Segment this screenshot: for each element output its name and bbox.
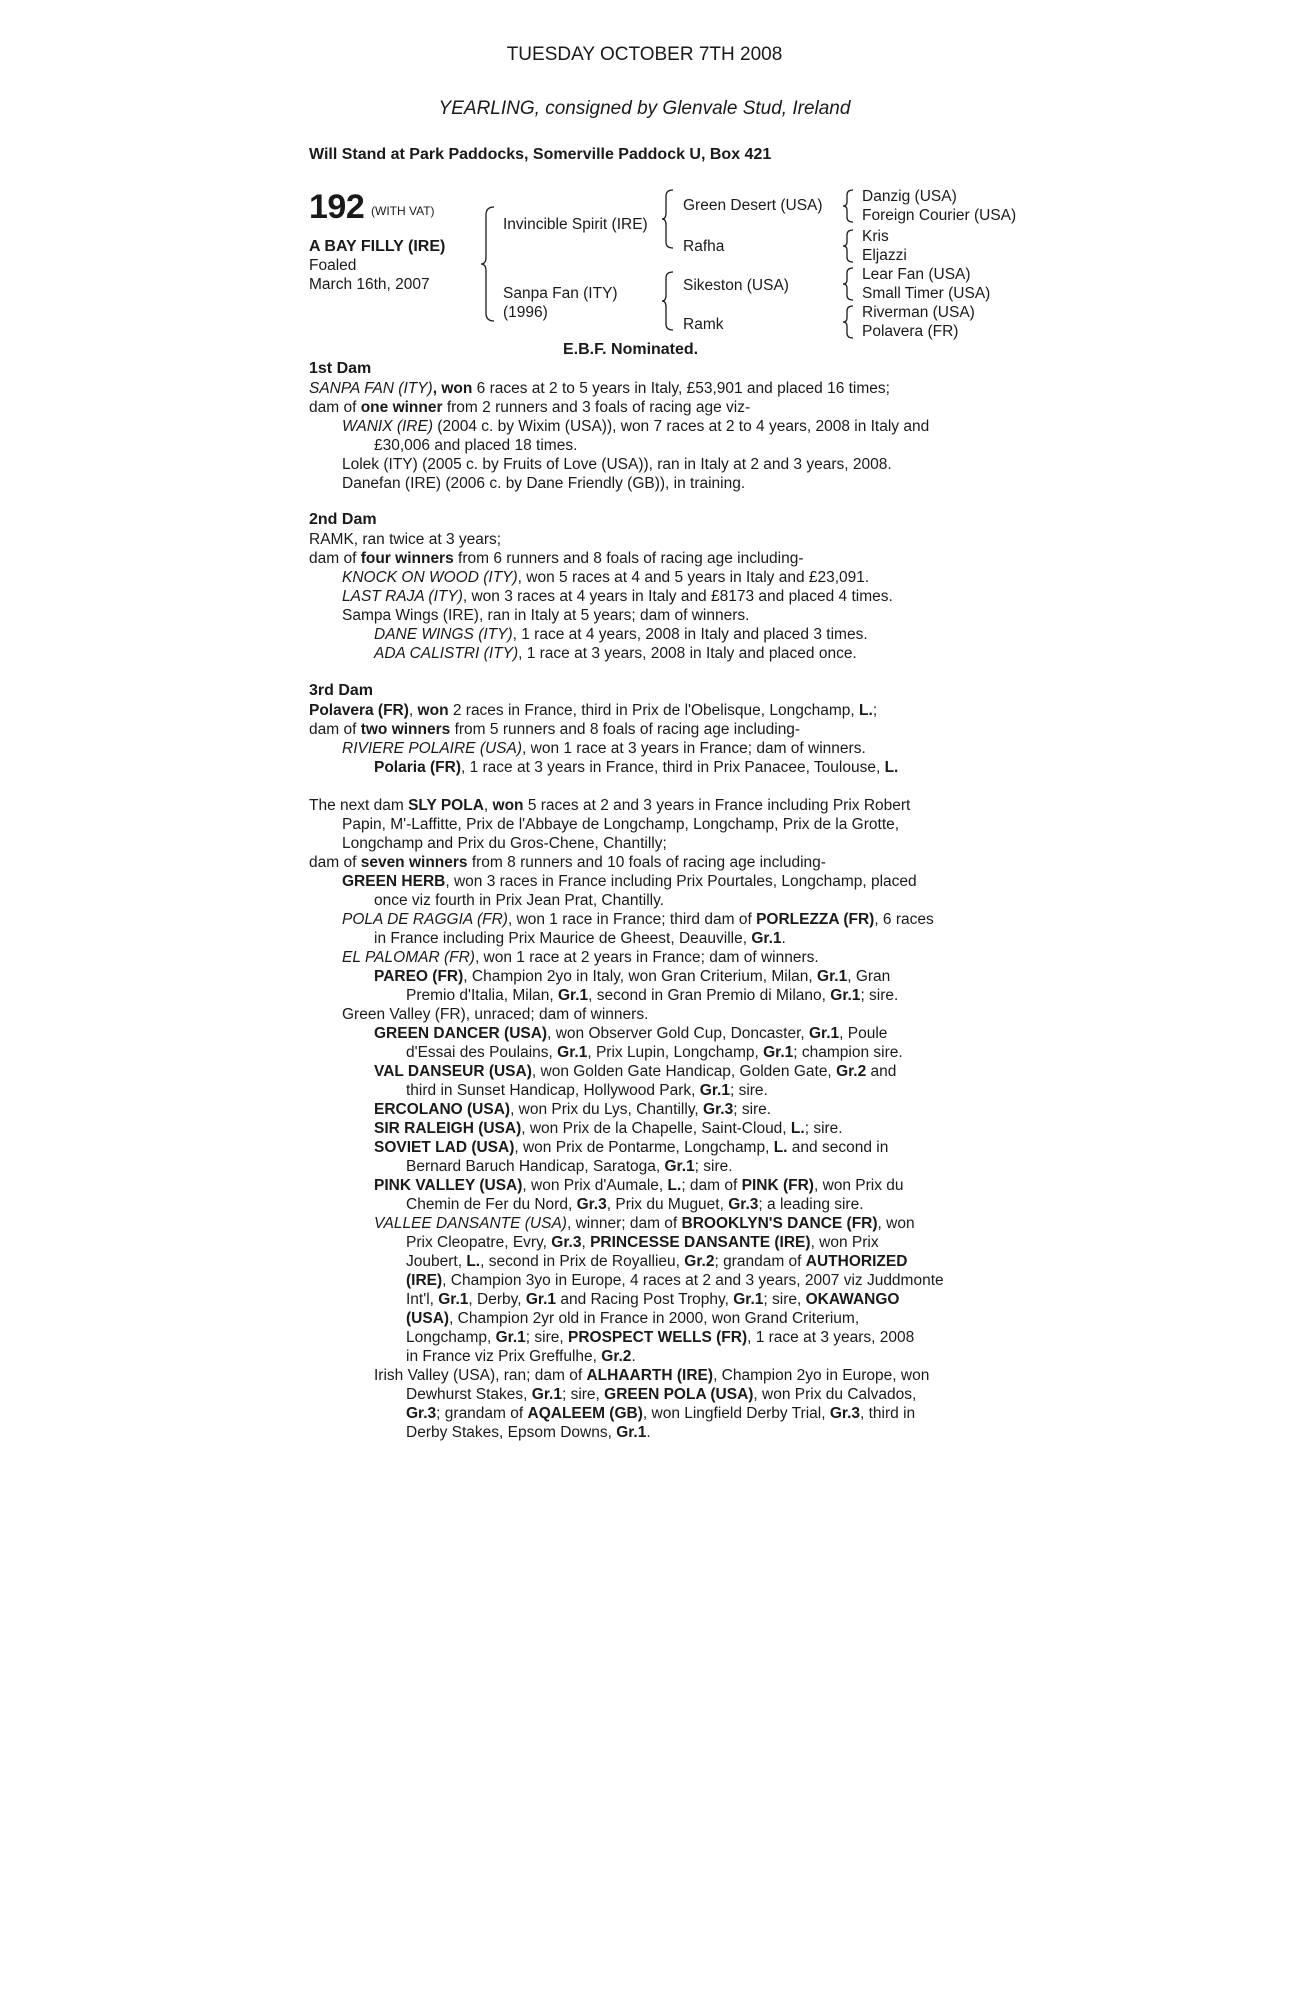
progeny-line: Premio d'Italia, Milan, Gr.1, second in Gran Premio di Milano, Gr.1; sire. <box>406 987 899 1004</box>
consignor-line: YEARLING, consigned by Glenvale Stud, Ireland <box>438 98 851 119</box>
sale-date: TUESDAY OCTOBER 7TH 2008 <box>506 44 783 65</box>
stand-location: Will Stand at Park Paddocks, Somerville Paddock U, Box 421 <box>309 146 772 163</box>
progeny-line: d'Essai des Poulains, Gr.1, Prix Lupin, Longchamp, Gr.1; champion sire. <box>406 1044 903 1061</box>
next-dam-line: dam of seven winners from 8 runners and 10 foals of racing age including- <box>309 854 826 871</box>
progeny-line: Derby Stakes, Epsom Downs, Gr.1. <box>406 1424 651 1441</box>
first-dam-line: Danefan (IRE) (2006 c. by Dane Friendly (GB)), in training. <box>342 475 746 492</box>
first-dam-line: SANPA FAN (ITY), won 6 races at 2 to 5 years in Italy, £53,901 and placed 16 times; <box>309 380 890 397</box>
progeny-line: third in Sunset Handicap, Hollywood Park, Gr.1; sire. <box>406 1082 768 1099</box>
next-dam-line: Longchamp and Prix du Gros-Chene, Chantilly; <box>342 835 667 852</box>
pedigree-bracket-gg4 <box>842 304 856 340</box>
pedigree-bracket-dam <box>661 270 677 332</box>
next-dam-line: The next dam SLY POLA, won 5 races at 2 and 3 years in France including Prix Robert <box>309 797 911 814</box>
progeny-line: Longchamp, Gr.1; sire, PROSPECT WELLS (FR), 1 race at 3 years, 2008 <box>406 1329 915 1346</box>
first-dam-line: WANIX (IRE) (2004 c. by Wixim (USA)), won 7 races at 2 to 4 years, 2008 in Italy and <box>342 418 930 435</box>
pedigree-bracket-main <box>480 205 500 323</box>
progeny-line: in France including Prix Maurice de Gheest, Deauville, Gr.1. <box>374 930 786 947</box>
progeny-line: Green Valley (FR), unraced; dam of winners. <box>342 1006 649 1023</box>
progeny-line: GREEN DANCER (USA), won Observer Gold Cup, Doncaster, Gr.1, Poule <box>374 1025 888 1042</box>
pedigree-dam-sire: Sikeston (USA) <box>683 277 789 294</box>
progeny-line: once viz fourth in Prix Jean Prat, Chantilly. <box>374 892 665 909</box>
progeny-line: (USA), Champion 2yr old in France in 2000, won Grand Criterium, <box>406 1310 860 1327</box>
pedigree-gg-5: Lear Fan (USA) <box>862 266 971 283</box>
second-dam-heading: 2nd Dam <box>309 511 377 528</box>
foaled-date: March 16th, 2007 <box>309 276 430 293</box>
progeny-line: PAREO (FR), Champion 2yo in Italy, won Gran Criterium, Milan, Gr.1, Gran <box>374 968 891 985</box>
progeny-line: GREEN HERB, won 3 races in France including Prix Pourtales, Longchamp, placed <box>342 873 917 890</box>
progeny-line: VAL DANSEUR (USA), won Golden Gate Handicap, Golden Gate, Gr.2 and <box>374 1063 897 1080</box>
pedigree-gg-1: Danzig (USA) <box>862 188 957 205</box>
progeny-line: in France viz Prix Greffulhe, Gr.2. <box>406 1348 636 1365</box>
pedigree-sire: Invincible Spirit (IRE) <box>503 216 648 233</box>
progeny-line: ERCOLANO (USA), won Prix du Lys, Chantilly, Gr.3; sire. <box>374 1101 772 1118</box>
progeny-line: Prix Cleopatre, Evry, Gr.3, PRINCESSE DANSANTE (IRE), won Prix <box>406 1234 879 1251</box>
pedigree-sire-dam: Rafha <box>683 238 725 255</box>
first-dam-line: dam of one winner from 2 runners and 3 foals of racing age viz- <box>309 399 751 416</box>
progeny-line: (IRE), Champion 3yo in Europe, 4 races at 2 and 3 years, 2007 viz Juddmonte <box>406 1272 944 1289</box>
lot-number: 192 <box>309 188 365 226</box>
pedigree-gg-8: Polavera (FR) <box>862 323 959 340</box>
pedigree-dam: Sanpa Fan (ITY) <box>503 285 618 302</box>
first-dam-line: Lolek (ITY) (2005 c. by Fruits of Love (USA)), ran in Italy at 2 and 3 years, 2008. <box>342 456 892 473</box>
second-dam-line: DANE WINGS (ITY), 1 race at 4 years, 2008 in Italy and placed 3 times. <box>374 626 868 643</box>
second-dam-line: KNOCK ON WOOD (ITY), won 5 races at 4 and 5 years in Italy and £23,091. <box>342 569 870 586</box>
vat-note: (WITH VAT) <box>371 204 435 218</box>
pedigree-gg-6: Small Timer (USA) <box>862 285 991 302</box>
progeny-line: VALLEE DANSANTE (USA), winner; dam of BROOKLYN'S DANCE (FR), won <box>374 1215 915 1232</box>
pedigree-dam-dam: Ramk <box>683 316 724 333</box>
lot-name: A BAY FILLY (IRE) <box>309 238 446 255</box>
progeny-line: Int'l, Gr.1, Derby, Gr.1 and Racing Post Trophy, Gr.1; sire, OKAWANGO <box>406 1291 900 1308</box>
pedigree-sire-sire: Green Desert (USA) <box>683 197 823 214</box>
progeny-line: POLA DE RAGGIA (FR), won 1 race in France; third dam of PORLEZZA (FR), 6 races <box>342 911 934 928</box>
pedigree-bracket-gg3 <box>842 266 856 302</box>
first-dam-line: £30,006 and placed 18 times. <box>374 437 578 454</box>
progeny-line: Dewhurst Stakes, Gr.1; sire, GREEN POLA (USA), won Prix du Calvados, <box>406 1386 917 1403</box>
third-dam-line: RIVIERE POLAIRE (USA), won 1 race at 3 years in France; dam of winners. <box>342 740 866 757</box>
progeny-line: Bernard Baruch Handicap, Saratoga, Gr.1; sire. <box>406 1158 733 1175</box>
second-dam-line: Sampa Wings (IRE), ran in Italy at 5 years; dam of winners. <box>342 607 750 624</box>
progeny-line: Chemin de Fer du Nord, Gr.3, Prix du Muguet, Gr.3; a leading sire. <box>406 1196 864 1213</box>
first-dam-heading: 1st Dam <box>309 360 372 377</box>
pedigree-gg-4: Eljazzi <box>862 247 907 264</box>
second-dam-line: dam of four winners from 6 runners and 8 foals of racing age including- <box>309 550 804 567</box>
third-dam-line: dam of two winners from 5 runners and 8 foals of racing age including- <box>309 721 801 738</box>
third-dam-line: Polavera (FR), won 2 races in France, third in Prix de l'Obelisque, Longchamp, L.; <box>309 702 878 719</box>
ebf-nominated: E.B.F. Nominated. <box>563 341 699 358</box>
progeny-line: Irish Valley (USA), ran; dam of ALHAARTH (IRE), Champion 2yo in Europe, won <box>374 1367 930 1384</box>
progeny-line: SOVIET LAD (USA), won Prix de Pontarme, Longchamp, L. and second in <box>374 1139 889 1156</box>
second-dam-line: RAMK, ran twice at 3 years; <box>309 531 502 548</box>
pedigree-bracket-sire <box>661 188 677 250</box>
pedigree-gg-7: Riverman (USA) <box>862 304 975 321</box>
pedigree-gg-2: Foreign Courier (USA) <box>862 207 1017 224</box>
progeny-line: Joubert, L., second in Prix de Royallieu, Gr.2; grandam of AUTHORIZED <box>406 1253 908 1270</box>
progeny-line: PINK VALLEY (USA), won Prix d'Aumale, L.; dam of PINK (FR), won Prix du <box>374 1177 904 1194</box>
third-dam-heading: 3rd Dam <box>309 682 374 699</box>
progeny-line: SIR RALEIGH (USA), won Prix de la Chapelle, Saint-Cloud, L.; sire. <box>374 1120 843 1137</box>
pedigree-bracket-gg2 <box>842 228 856 264</box>
pedigree-gg-3: Kris <box>862 228 889 245</box>
progeny-line: Gr.3; grandam of AQALEEM (GB), won Lingfield Derby Trial, Gr.3, third in <box>406 1405 916 1422</box>
pedigree-bracket-gg1 <box>842 188 856 224</box>
next-dam-line: Papin, M'-Laffitte, Prix de l'Abbaye de Longchamp, Longchamp, Prix de la Grotte, <box>342 816 900 833</box>
progeny-line: EL PALOMAR (FR), won 1 race at 2 years in France; dam of winners. <box>342 949 819 966</box>
second-dam-line: ADA CALISTRI (ITY), 1 race at 3 years, 2008 in Italy and placed once. <box>374 645 857 662</box>
foaled-label: Foaled <box>309 257 357 274</box>
second-dam-line: LAST RAJA (ITY), won 3 races at 4 years in Italy and £8173 and placed 4 times. <box>342 588 893 605</box>
third-dam-line: Polaria (FR), 1 race at 3 years in France, third in Prix Panacee, Toulouse, L. <box>374 759 899 776</box>
pedigree-dam-year: (1996) <box>503 304 548 321</box>
